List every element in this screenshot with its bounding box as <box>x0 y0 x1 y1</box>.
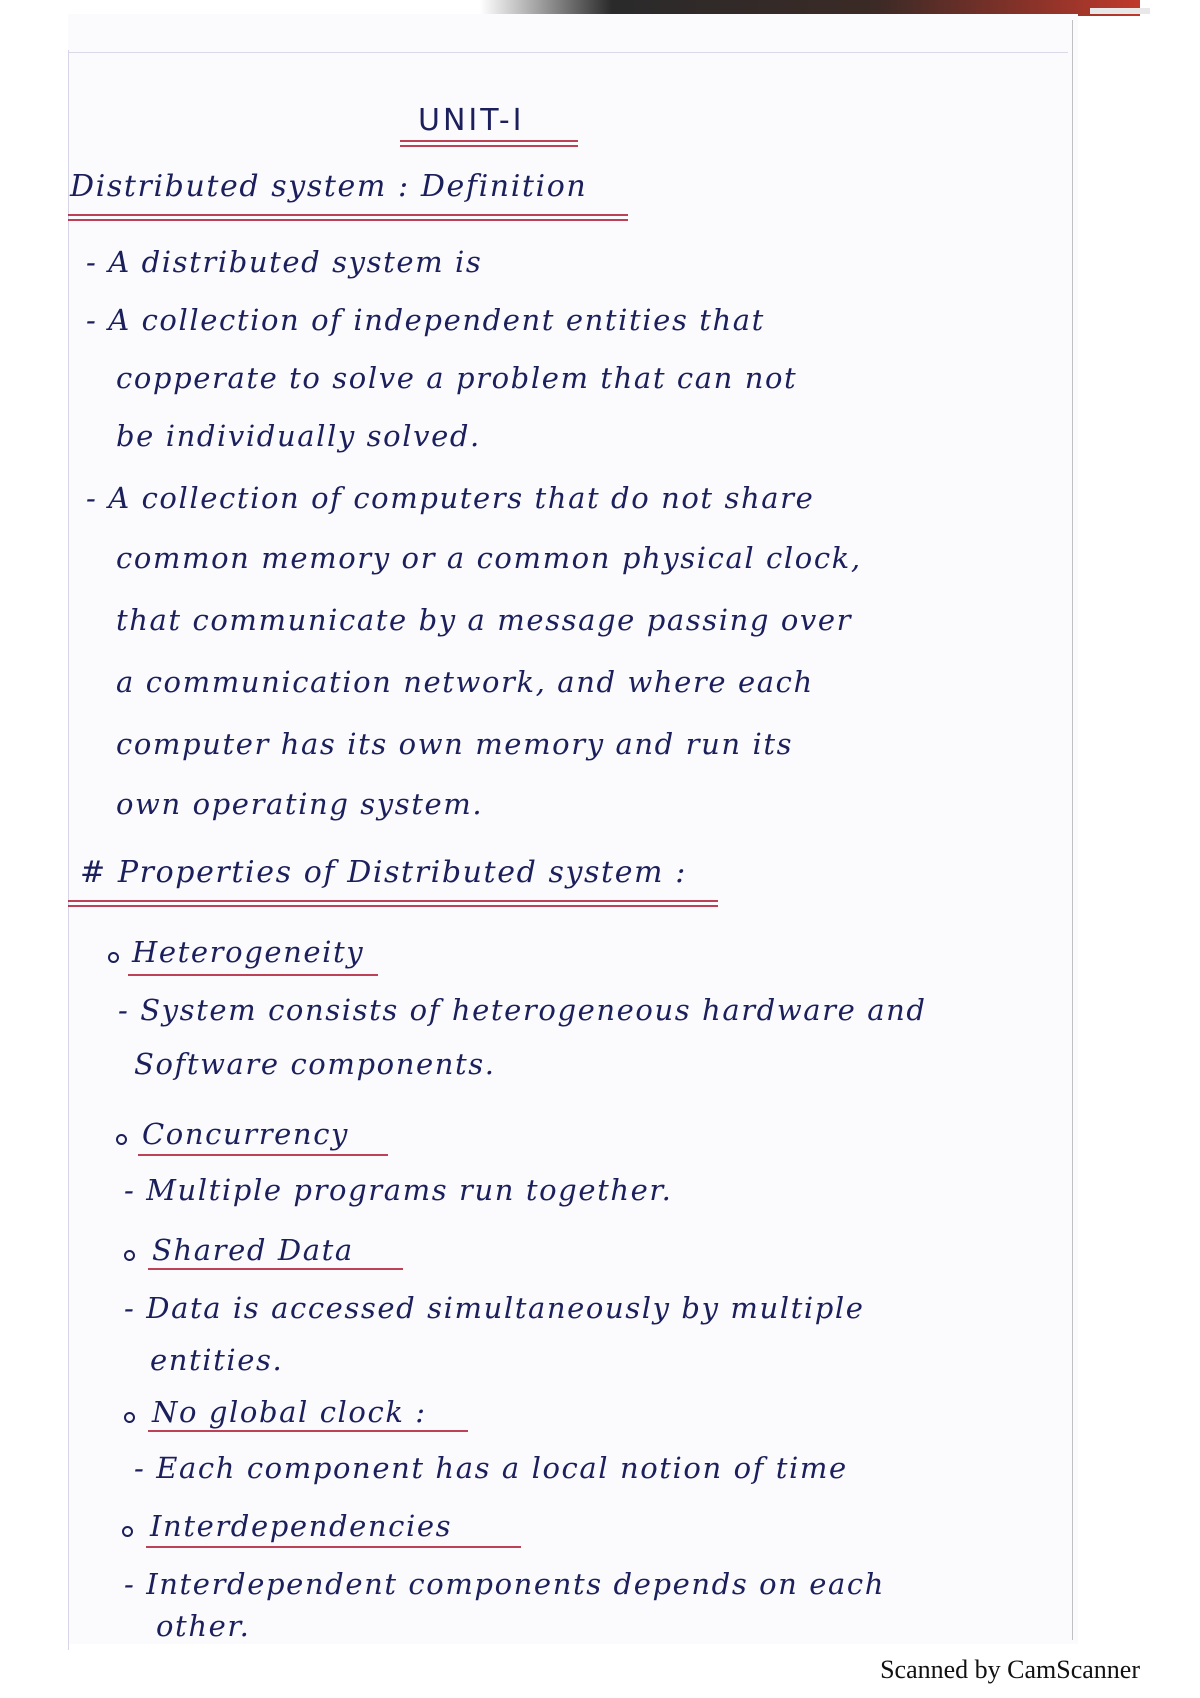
property-desc: Software components. <box>134 1047 496 1081</box>
property-desc: - System consists of heterogeneous hardware and <box>118 993 927 1027</box>
property-name: Heterogeneity <box>132 935 365 969</box>
scan-edge-mark <box>1090 8 1150 14</box>
definition-line: - A distributed system is <box>86 245 483 279</box>
margin-line <box>68 50 69 1650</box>
property-name: Interdependencies <box>150 1509 453 1543</box>
definition-line: be individually solved. <box>116 419 481 453</box>
top-rule <box>68 52 1068 53</box>
definition-line: - A collection of independent entities that <box>86 303 765 337</box>
bullet-icon <box>122 1526 133 1537</box>
page-right-edge <box>1072 20 1073 1640</box>
definition-line: computer has its own memory and run its <box>116 727 794 761</box>
property-desc: - Multiple programs run together. <box>124 1173 673 1207</box>
bullet-icon <box>108 952 119 963</box>
definition-line: own operating system. <box>116 787 484 821</box>
bullet-icon <box>116 1134 127 1145</box>
scanner-watermark: Scanned by CamScanner <box>880 1655 1140 1684</box>
bullet-icon <box>124 1250 135 1261</box>
definition-line: - A collection of computers that do not share <box>86 481 815 515</box>
properties-heading: # Properties of Distributed system : <box>80 855 687 890</box>
definition-line: common memory or a common physical clock, <box>116 541 862 575</box>
property-underline <box>146 1546 521 1548</box>
page-title: UNIT-I <box>418 103 525 138</box>
definition-heading: Distributed system : Definition <box>70 169 588 204</box>
property-underline <box>138 1154 388 1156</box>
property-name: Shared Data <box>152 1233 354 1267</box>
definition-heading-underline <box>68 214 628 216</box>
property-desc: - Interdependent components depends on each <box>124 1567 886 1601</box>
properties-heading-underline <box>68 900 718 902</box>
property-underline <box>148 1268 403 1270</box>
property-desc: entities. <box>150 1343 284 1377</box>
property-desc: other. <box>156 1609 251 1643</box>
property-name: No global clock : <box>152 1395 427 1429</box>
definition-line: copperate to solve a problem that can not <box>116 361 798 395</box>
property-desc: - Each component has a local notion of time <box>134 1451 848 1485</box>
definition-line: a communication network, and where each <box>116 665 814 699</box>
bullet-icon <box>124 1412 135 1423</box>
property-name: Concurrency <box>142 1117 350 1151</box>
title-underline <box>400 140 578 142</box>
property-underline <box>128 974 378 976</box>
property-desc: - Data is accessed simultaneously by multiple <box>124 1291 865 1325</box>
definition-line: that communicate by a message passing over <box>116 603 853 637</box>
property-underline <box>148 1430 468 1432</box>
